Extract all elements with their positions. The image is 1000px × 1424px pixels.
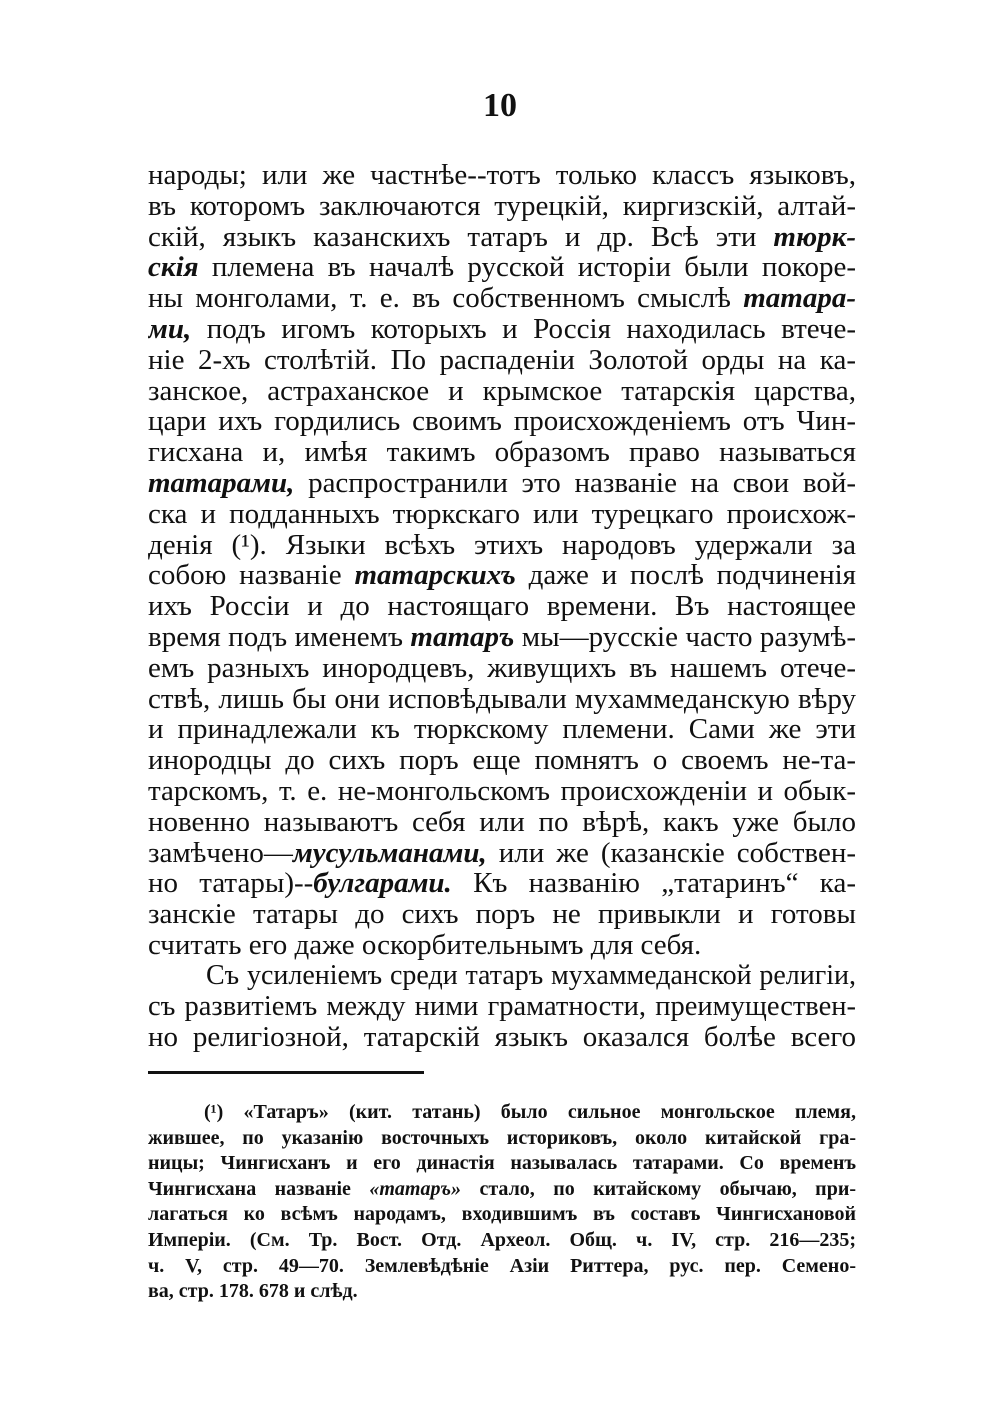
- text-line: [148, 283, 856, 314]
- text-line: [148, 838, 856, 869]
- text-run: емъ разныхъ инородцевъ, живущихъ въ нашемъ отече-: [148, 652, 856, 684]
- text-run: подъ игомъ которыхъ и Россія находилась втече-: [206, 313, 856, 345]
- text-line: [148, 714, 856, 745]
- text-run: но религіозной, татарскій языкъ оказался болѣе всего: [148, 1022, 856, 1054]
- page-number: 10: [483, 87, 517, 124]
- text-line: [148, 868, 856, 899]
- footnote-text: жившее, по указанію восточныхъ историковъ, около китайской гра-: [148, 1126, 856, 1149]
- italic-term: скія: [148, 252, 199, 284]
- italic-term: татаръ: [410, 621, 515, 653]
- text-line: [148, 992, 856, 1023]
- footnote-line: [148, 1254, 856, 1280]
- text-run: мы—русскіе часто разумѣ-: [521, 621, 856, 653]
- text-line: [148, 314, 856, 345]
- text-line: [148, 252, 856, 283]
- italic-term: татарами,: [148, 467, 295, 499]
- text-line: [148, 406, 856, 437]
- italic-term: ми,: [148, 313, 192, 345]
- main-text: [148, 160, 856, 1053]
- text-line: [148, 1022, 856, 1053]
- text-line: [148, 345, 856, 376]
- text-line: [148, 222, 856, 253]
- text-line: [148, 807, 856, 838]
- text-run: считать его даже оскорбительнымъ для себя.: [148, 929, 702, 961]
- text-run: но татары)--: [148, 868, 314, 900]
- footnote-text: Имперіи. (См. Тр. Вост. Отд. Археол. Общ. ч. IV, стр. 216—235;: [148, 1228, 856, 1251]
- footnote-line: [148, 1100, 856, 1126]
- footnote-line: [148, 1126, 856, 1152]
- text-line: [148, 160, 856, 191]
- text-line: [148, 684, 856, 715]
- footnote-line: [148, 1151, 856, 1177]
- text-line: [148, 776, 856, 807]
- text-run: цари ихъ гордились своимъ происхожденіемъ отъ Чин-: [148, 406, 856, 438]
- footnote-text: ницы; Чингисханъ и его династія называлась татарами. Со временъ: [148, 1152, 856, 1175]
- text-line: [148, 930, 856, 961]
- text-line: [148, 468, 856, 499]
- text-line: [148, 499, 856, 530]
- text-run: денія (¹). Языки всѣхъ этихъ народовъ удержали за: [148, 529, 856, 561]
- footnote-text: лагаться ко всѣмъ народамъ, входившимъ въ составъ Чингисхановой: [148, 1203, 856, 1226]
- italic-term: татара-: [743, 283, 856, 314]
- italic-term: татарскихъ: [354, 560, 516, 592]
- text-run: ніе 2-хъ столѣтій. По распаденіи Золотой орды на ка-: [148, 344, 856, 376]
- text-line: [148, 622, 856, 653]
- text-run: Къ названію „татаринъ“ ка-: [473, 868, 856, 900]
- footnote-text: стало, по китайскому обычаю, при-: [479, 1177, 856, 1200]
- text-run: замѣчено—: [148, 837, 293, 869]
- text-run: въ которомъ заключаются турецкій, киргизскій, алтай-: [148, 190, 856, 222]
- text-run: занское, астраханское и крымское татарскія царства,: [148, 375, 856, 407]
- italic-term: мусульманами,: [292, 837, 487, 869]
- text-run: даже и послѣ подчиненія: [528, 560, 856, 592]
- footnote-line: [148, 1228, 856, 1254]
- footnote-text: ч. V, стр. 49—70. Землевѣдѣніе Азіи Риттера, рус. пер. Семено-: [148, 1254, 856, 1277]
- text-run: Съ усиленіемъ среди татаръ мухаммеданской религіи,: [206, 960, 856, 991]
- italic-term: тюрк-: [773, 221, 856, 253]
- text-run: ны монголами, т. е. въ собственномъ смыслѣ: [148, 283, 731, 314]
- text-run: съ развитіемъ между ними граматности, преимуществен-: [148, 991, 856, 1022]
- text-run: или же (казанскіе собствен-: [498, 837, 856, 869]
- text-run: гисхана и, имѣя такимъ образомъ право называться: [148, 437, 856, 468]
- text-line: [148, 376, 856, 407]
- footnote-line: [148, 1177, 856, 1203]
- text-line: [148, 653, 856, 684]
- italic-term: булгарами.: [313, 868, 452, 900]
- text-line: [148, 899, 856, 930]
- text-line: [148, 591, 856, 622]
- text-run: время подъ именемъ: [148, 621, 403, 653]
- text-run: распространили это названіе на свои вой-: [308, 467, 856, 499]
- text-run: народы; или же частнѣе--тотъ только классъ языковъ,: [148, 160, 856, 191]
- footnote-divider: [148, 1071, 424, 1074]
- footnote-line: [148, 1279, 856, 1305]
- footnote-text: ва, стр. 178. 678 и слѣд.: [148, 1280, 358, 1303]
- text-run: ска и подданныхъ тюркскаго или турецкаго происхож-: [148, 498, 856, 530]
- text-run: племена въ началѣ русской исторіи были покоре-: [211, 252, 856, 284]
- text-line: [148, 437, 856, 468]
- footnote-line: [148, 1202, 856, 1228]
- text-line: [148, 745, 856, 776]
- text-run: ихъ Россіи и до настоящаго времени. Въ настоящее: [148, 591, 856, 622]
- text-run: новенно называютъ себя или по вѣрѣ, какъ уже было: [148, 806, 856, 838]
- footnote-text: Чингисхана названіе: [148, 1177, 351, 1200]
- text-run: скій, языкъ казанскихъ татаръ и др. Всѣ эти: [148, 221, 757, 253]
- footnote: [148, 1100, 856, 1305]
- text-run: инородцы до сихъ поръ еще помнятъ о своемъ не-та-: [148, 745, 856, 776]
- text-run: ствѣ, лишь бы они исповѣдывали мухаммеданскую вѣру: [148, 683, 856, 715]
- text-line: [148, 530, 856, 561]
- text-run: занскіе татары до сихъ поръ не привыкли и готовы: [148, 899, 856, 930]
- text-line: [148, 961, 856, 992]
- text-run: собою названіе: [148, 560, 342, 592]
- text-line: [148, 560, 856, 591]
- text-line: [148, 191, 856, 222]
- text-run: тарскомъ, т. е. не-монгольскомъ происхожденіи и обык-: [148, 775, 856, 807]
- footnote-italic-term: «татаръ»: [369, 1177, 462, 1200]
- footnote-text: (¹) «Татаръ» (кит. татань) было сильное монгольское племя,: [204, 1101, 856, 1123]
- text-run: и принадлежали къ тюркскому племени. Сами же эти: [148, 714, 856, 746]
